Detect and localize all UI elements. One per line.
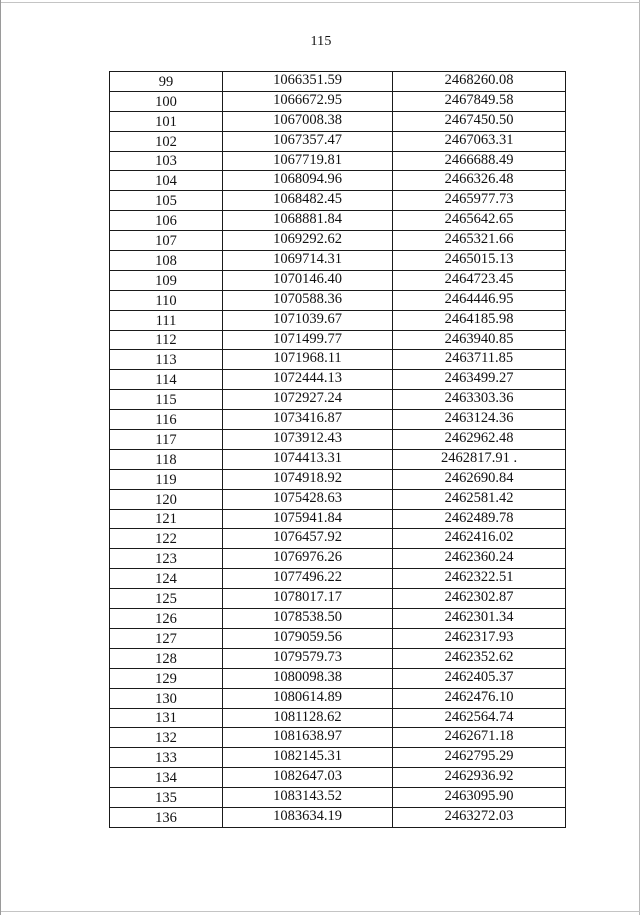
y-coordinate-cell: 2463124.36	[393, 410, 566, 430]
point-number-cell: 114	[110, 370, 223, 390]
point-number-cell: 107	[110, 231, 223, 251]
x-coordinate-cell: 1070146.40	[223, 270, 393, 290]
table-row	[110, 231, 566, 251]
x-coordinate-cell: 1067719.81	[223, 151, 393, 171]
point-number-cell: 135	[110, 788, 223, 808]
page-number: 115	[310, 34, 332, 49]
x-coordinate-cell: 1079059.56	[223, 628, 393, 648]
table-row	[110, 628, 566, 648]
y-coordinate-cell: 2464723.45	[393, 270, 566, 290]
point-number-cell: 115	[110, 390, 223, 410]
x-coordinate-cell: 1072927.24	[223, 390, 393, 410]
point-number-cell: 117	[110, 430, 223, 450]
x-coordinate-cell: 1078017.17	[223, 589, 393, 609]
table-row	[110, 688, 566, 708]
table-row	[110, 390, 566, 410]
point-number-cell: 111	[110, 310, 223, 330]
table-row	[110, 549, 566, 569]
x-coordinate-cell: 1066672.95	[223, 91, 393, 111]
top-edge-line	[1, 2, 640, 3]
x-coordinate-cell: 1069292.62	[223, 231, 393, 251]
x-coordinate-cell: 1083143.52	[223, 788, 393, 808]
y-coordinate-cell: 2464446.95	[393, 290, 566, 310]
x-coordinate-cell: 1077496.22	[223, 569, 393, 589]
y-coordinate-cell: 2462405.37	[393, 668, 566, 688]
table-row	[110, 509, 566, 529]
y-coordinate-cell: 2463940.85	[393, 330, 566, 350]
x-coordinate-cell: 1083634.19	[223, 807, 393, 827]
x-coordinate-cell: 1071499.77	[223, 330, 393, 350]
x-coordinate-cell: 1082647.03	[223, 768, 393, 788]
x-coordinate-cell: 1066351.59	[223, 72, 393, 92]
point-number-cell: 118	[110, 449, 223, 469]
table-row	[110, 569, 566, 589]
x-coordinate-cell: 1076457.92	[223, 529, 393, 549]
point-number-cell: 132	[110, 728, 223, 748]
table-row	[110, 748, 566, 768]
y-coordinate-cell: 2462416.02	[393, 529, 566, 549]
point-number-cell: 131	[110, 708, 223, 728]
table-row	[110, 430, 566, 450]
point-number-cell: 119	[110, 469, 223, 489]
table-row	[110, 807, 566, 827]
y-coordinate-cell: 2462476.10	[393, 688, 566, 708]
point-number-cell: 106	[110, 211, 223, 231]
point-number-cell: 105	[110, 191, 223, 211]
x-coordinate-cell: 1075941.84	[223, 509, 393, 529]
x-coordinate-cell: 1075428.63	[223, 489, 393, 509]
y-coordinate-cell: 2463095.90	[393, 788, 566, 808]
point-number-cell: 113	[110, 350, 223, 370]
x-coordinate-cell: 1081128.62	[223, 708, 393, 728]
y-coordinate-cell: 2465015.13	[393, 251, 566, 271]
y-coordinate-cell: 2467063.31	[393, 131, 566, 151]
y-coordinate-cell: 2468260.08	[393, 72, 566, 92]
table-row	[110, 91, 566, 111]
point-number-cell: 125	[110, 589, 223, 609]
x-coordinate-cell: 1067357.47	[223, 131, 393, 151]
x-coordinate-cell: 1073416.87	[223, 410, 393, 430]
y-coordinate-cell: 2462301.34	[393, 609, 566, 629]
y-coordinate-cell: 2462317.93	[393, 628, 566, 648]
point-number-cell: 122	[110, 529, 223, 549]
x-coordinate-cell: 1068482.45	[223, 191, 393, 211]
y-coordinate-cell: 2466326.48	[393, 171, 566, 191]
x-coordinate-cell: 1079579.73	[223, 648, 393, 668]
table-row	[110, 609, 566, 629]
point-number-cell: 130	[110, 688, 223, 708]
x-coordinate-cell: 1074413.31	[223, 449, 393, 469]
table-row	[110, 668, 566, 688]
table-row	[110, 171, 566, 191]
table-row	[110, 708, 566, 728]
point-number-cell: 109	[110, 270, 223, 290]
y-coordinate-cell: 2462489.78	[393, 509, 566, 529]
point-number-cell: 136	[110, 807, 223, 827]
point-number-cell: 100	[110, 91, 223, 111]
table-row	[110, 370, 566, 390]
table-row	[110, 589, 566, 609]
table-row	[110, 310, 566, 330]
point-number-cell: 123	[110, 549, 223, 569]
table-row	[110, 151, 566, 171]
table-row	[110, 449, 566, 469]
x-coordinate-cell: 1081638.97	[223, 728, 393, 748]
y-coordinate-cell: 2462581.42	[393, 489, 566, 509]
y-coordinate-cell: 2462690.84	[393, 469, 566, 489]
point-number-cell: 104	[110, 171, 223, 191]
table-row	[110, 131, 566, 151]
bottom-edge-line	[1, 911, 640, 912]
y-coordinate-cell: 2462795.29	[393, 748, 566, 768]
x-coordinate-cell: 1074918.92	[223, 469, 393, 489]
x-coordinate-cell: 1071968.11	[223, 350, 393, 370]
y-coordinate-cell: 2462817.91 .	[393, 449, 566, 469]
x-coordinate-cell: 1067008.38	[223, 111, 393, 131]
y-coordinate-cell: 2465977.73	[393, 191, 566, 211]
point-number-cell: 112	[110, 330, 223, 350]
table-row	[110, 648, 566, 668]
table-row	[110, 410, 566, 430]
point-number-cell: 134	[110, 768, 223, 788]
x-coordinate-cell: 1076976.26	[223, 549, 393, 569]
x-coordinate-cell: 1068881.84	[223, 211, 393, 231]
y-coordinate-cell: 2462671.18	[393, 728, 566, 748]
x-coordinate-cell: 1070588.36	[223, 290, 393, 310]
point-number-cell: 121	[110, 509, 223, 529]
point-number-cell: 120	[110, 489, 223, 509]
x-coordinate-cell: 1080098.38	[223, 668, 393, 688]
coordinate-table	[109, 71, 566, 828]
table-row	[110, 72, 566, 92]
y-coordinate-cell: 2462302.87	[393, 589, 566, 609]
point-number-cell: 133	[110, 748, 223, 768]
table-row	[110, 290, 566, 310]
point-number-cell: 128	[110, 648, 223, 668]
x-coordinate-cell: 1072444.13	[223, 370, 393, 390]
x-coordinate-cell: 1068094.96	[223, 171, 393, 191]
y-coordinate-cell: 2462936.92	[393, 768, 566, 788]
x-coordinate-cell: 1073912.43	[223, 430, 393, 450]
point-number-cell: 116	[110, 410, 223, 430]
y-coordinate-cell: 2462360.24	[393, 549, 566, 569]
point-number-cell: 129	[110, 668, 223, 688]
point-number-cell: 108	[110, 251, 223, 271]
point-number-cell: 110	[110, 290, 223, 310]
y-coordinate-cell: 2463272.03	[393, 807, 566, 827]
y-coordinate-cell: 2464185.98	[393, 310, 566, 330]
table-row	[110, 489, 566, 509]
point-number-cell: 101	[110, 111, 223, 131]
point-number-cell: 126	[110, 609, 223, 629]
x-coordinate-cell: 1071039.67	[223, 310, 393, 330]
y-coordinate-cell: 2467849.58	[393, 91, 566, 111]
coordinate-table-body	[110, 72, 566, 828]
table-row	[110, 251, 566, 271]
y-coordinate-cell: 2465321.66	[393, 231, 566, 251]
table-row	[110, 211, 566, 231]
table-row	[110, 529, 566, 549]
table-row	[110, 111, 566, 131]
table-row	[110, 469, 566, 489]
point-number-cell: 124	[110, 569, 223, 589]
x-coordinate-cell: 1082145.31	[223, 748, 393, 768]
table-row	[110, 788, 566, 808]
y-coordinate-cell: 2465642.65	[393, 211, 566, 231]
x-coordinate-cell: 1080614.89	[223, 688, 393, 708]
table-row	[110, 270, 566, 290]
y-coordinate-cell: 2462322.51	[393, 569, 566, 589]
y-coordinate-cell: 2462352.62	[393, 648, 566, 668]
table-row	[110, 191, 566, 211]
table-row	[110, 350, 566, 370]
y-coordinate-cell: 2463303.36	[393, 390, 566, 410]
y-coordinate-cell: 2467450.50	[393, 111, 566, 131]
x-coordinate-cell: 1078538.50	[223, 609, 393, 629]
y-coordinate-cell: 2466688.49	[393, 151, 566, 171]
y-coordinate-cell: 2462564.74	[393, 708, 566, 728]
point-number-cell: 127	[110, 628, 223, 648]
y-coordinate-cell: 2463711.85	[393, 350, 566, 370]
point-number-cell: 102	[110, 131, 223, 151]
point-number-cell: 99	[110, 72, 223, 92]
point-number-cell: 103	[110, 151, 223, 171]
table-row	[110, 330, 566, 350]
y-coordinate-cell: 2463499.27	[393, 370, 566, 390]
x-coordinate-cell: 1069714.31	[223, 251, 393, 271]
table-row	[110, 728, 566, 748]
y-coordinate-cell: 2462962.48	[393, 430, 566, 450]
table-row	[110, 768, 566, 788]
